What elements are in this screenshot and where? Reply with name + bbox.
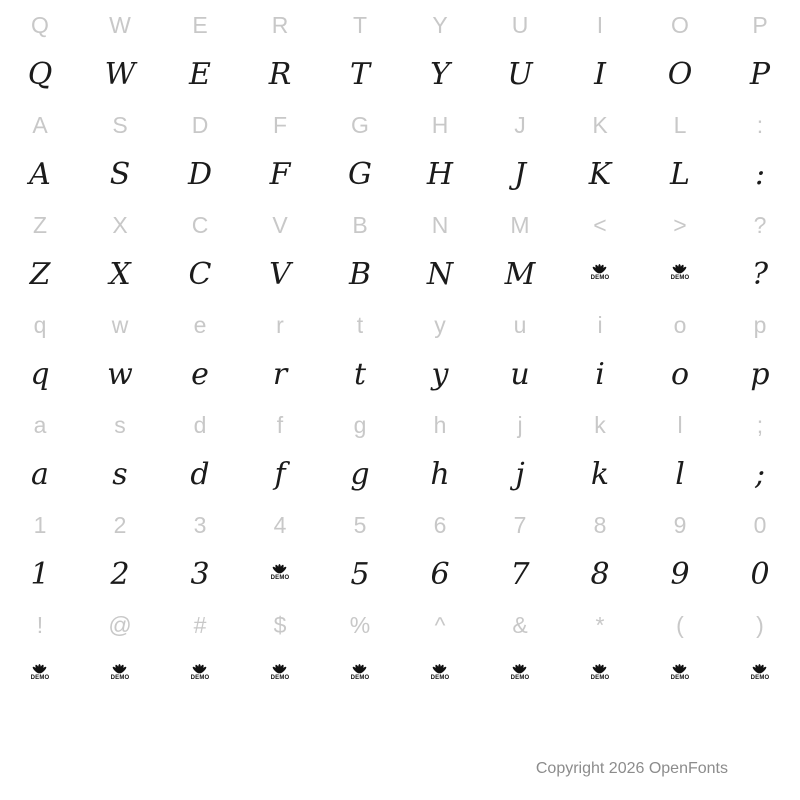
glyph-cell: g (350, 457, 370, 492)
glyph-cell: q (30, 357, 50, 392)
demo-watermark-glyph (160, 650, 240, 700)
key-label-cell: D (191, 111, 209, 138)
glyph-cell: E (189, 57, 211, 92)
demo-watermark-glyph (560, 250, 640, 300)
key-label-cell: I (596, 11, 604, 38)
key-label-cell: J (514, 111, 526, 138)
key-label-cell: ? (753, 211, 767, 238)
key-label-cell: d (193, 411, 207, 438)
key-label-cell: f (276, 411, 284, 438)
glyph-cell: w (107, 357, 133, 392)
glyph-cell: V (269, 257, 291, 292)
glyph-cell: J (513, 157, 527, 192)
key-label-cell: V (272, 211, 288, 238)
glyph-cell: 5 (350, 557, 370, 592)
demo-watermark-glyph (640, 650, 720, 700)
glyph-cell: u (510, 357, 530, 392)
key-label-cell: s (114, 411, 126, 438)
key-label-cell: N (431, 211, 449, 238)
key-label-cell: @ (108, 611, 132, 638)
glyph-cell: s (112, 457, 128, 492)
demo-watermark-glyph (240, 650, 320, 700)
flower-petals (587, 662, 613, 676)
flower-petals (27, 662, 53, 676)
key-label-cell: w (111, 311, 129, 338)
flower-petals (187, 662, 213, 676)
glyph-cell: G (348, 157, 372, 192)
key-label-cell: R (271, 11, 289, 38)
key-label-cell: L (673, 111, 687, 138)
demo-label: DEMO (670, 275, 690, 281)
key-label-cell: 2 (113, 511, 127, 538)
glyph-cell: U (507, 57, 533, 92)
demo-label: DEMO (30, 675, 50, 681)
flower-icon (667, 262, 693, 288)
glyph-cell: 8 (590, 557, 610, 592)
key-label-cell: 4 (273, 511, 287, 538)
flower-petals (267, 562, 293, 576)
glyph-cell: 7 (510, 557, 530, 592)
glyph-cell: l (675, 457, 685, 492)
key-label-cell: r (276, 311, 284, 338)
glyph-cell: 2 (110, 557, 130, 592)
key-label-cell: O (671, 11, 689, 38)
flower-icon (267, 562, 293, 588)
flower-icon (667, 662, 693, 688)
key-label-cell: 3 (193, 511, 207, 538)
glyph-cell: e (191, 357, 209, 392)
flower-petals (267, 662, 293, 676)
flower-petals (427, 662, 453, 676)
key-label-cell: $ (273, 611, 287, 638)
glyph-cell: M (504, 257, 536, 292)
key-label-cell: o (673, 311, 687, 338)
key-label-cell: X (112, 211, 128, 238)
key-label-cell: M (510, 211, 530, 238)
glyph-cell: d (190, 457, 210, 492)
copyright-notice: Copyright 2026 OpenFonts (535, 760, 728, 777)
demo-label: DEMO (750, 675, 770, 681)
glyph-cell: D (187, 157, 213, 192)
glyph-cell: r (272, 357, 288, 392)
glyph-cell: B (348, 257, 372, 292)
key-label-cell: ; (756, 411, 764, 438)
glyph-cell: y (431, 357, 449, 392)
glyph-cell: X (109, 257, 131, 292)
key-label-cell: 6 (433, 511, 447, 538)
flower-icon (27, 662, 53, 688)
key-label-cell: Z (32, 211, 48, 238)
glyph-cell: L (670, 157, 690, 192)
glyph-cell: o (670, 357, 690, 392)
key-label-cell: F (272, 111, 288, 138)
glyph-cell: 3 (190, 557, 210, 592)
key-label-cell: W (109, 11, 131, 38)
demo-watermark-glyph (480, 650, 560, 700)
glyph-cell: R (268, 57, 292, 92)
flower-icon (587, 662, 613, 688)
key-label-cell: S (112, 111, 128, 138)
demo-watermark-glyph (560, 650, 640, 700)
demo-watermark-glyph (80, 650, 160, 700)
demo-label: DEMO (190, 675, 210, 681)
demo-label: DEMO (430, 675, 450, 681)
key-label-cell: > (673, 211, 687, 238)
glyph-cell: j (515, 457, 525, 492)
flower-icon (587, 262, 613, 288)
key-label-cell: 1 (33, 511, 47, 538)
glyph-cell: A (29, 157, 51, 192)
flower-petals (667, 662, 693, 676)
key-label-cell: # (193, 611, 207, 638)
flower-petals (107, 662, 133, 676)
glyph-cell: O (667, 57, 693, 92)
key-label-cell: < (593, 211, 607, 238)
key-label-cell: E (192, 11, 208, 38)
key-label-cell: u (513, 311, 527, 338)
key-label-cell: H (431, 111, 449, 138)
glyph-cell: F (269, 157, 291, 192)
glyph-cell: k (590, 457, 610, 492)
key-label-cell: P (752, 11, 768, 38)
flower-icon (347, 662, 373, 688)
key-label-cell: ^ (434, 611, 446, 638)
key-label-cell: Y (432, 11, 448, 38)
key-label-cell: t (356, 311, 364, 338)
key-label-cell: & (512, 611, 528, 638)
glyph-cell: W (104, 57, 136, 92)
glyph-cell: Q (27, 57, 53, 92)
demo-label: DEMO (110, 675, 130, 681)
key-label-cell: B (352, 211, 368, 238)
glyph-cell: S (109, 157, 131, 192)
flower-petals (347, 662, 373, 676)
key-label-cell: ( (676, 611, 684, 638)
demo-watermark-glyph (720, 650, 800, 700)
demo-watermark-glyph (320, 650, 400, 700)
key-label-cell: j (517, 411, 523, 438)
key-label-cell: : (756, 111, 764, 138)
key-label-cell: U (511, 11, 529, 38)
glyph-cell: T (349, 57, 370, 92)
demo-watermark-glyph (640, 250, 720, 300)
demo-label: DEMO (350, 675, 370, 681)
key-label-cell: T (352, 11, 368, 38)
key-label-cell: C (191, 211, 209, 238)
key-label-cell: e (193, 311, 207, 338)
flower-icon (187, 662, 213, 688)
glyph-cell: K (588, 157, 612, 192)
key-label-cell: 8 (593, 511, 607, 538)
key-label-cell: 0 (753, 511, 767, 538)
key-label-cell: G (351, 111, 369, 138)
key-label-cell: A (32, 111, 48, 138)
footer (0, 748, 800, 800)
glyph-cell: I (594, 57, 606, 92)
glyph-cell: h (430, 457, 450, 492)
key-label-cell: y (434, 311, 446, 338)
demo-label: DEMO (270, 675, 290, 681)
flower-icon (267, 662, 293, 688)
glyph-cell: P (749, 57, 771, 92)
demo-label: DEMO (510, 675, 530, 681)
key-label-cell: K (592, 111, 608, 138)
glyph-cell: 0 (750, 557, 770, 592)
glyph-cell: 6 (430, 557, 450, 592)
flower-petals (587, 262, 613, 276)
glyph-cell: Z (29, 257, 51, 292)
key-label-cell: l (677, 411, 683, 438)
demo-watermark-glyph (0, 650, 80, 700)
flower-petals (747, 662, 773, 676)
key-label-cell: h (433, 411, 447, 438)
flower-icon (107, 662, 133, 688)
flower-icon (427, 662, 453, 688)
key-label-cell: a (33, 411, 47, 438)
glyph-cell: t (353, 357, 367, 392)
glyph-cell: : (754, 157, 766, 192)
key-label-cell: ) (756, 611, 764, 638)
demo-label: DEMO (670, 675, 690, 681)
key-label-cell: k (594, 411, 606, 438)
glyph-cell: a (31, 457, 49, 492)
glyph-cell: ; (754, 457, 766, 492)
demo-watermark-glyph (400, 650, 480, 700)
glyph-cell: f (274, 457, 286, 492)
glyph-cell: 9 (670, 557, 690, 592)
key-label-cell: q (33, 311, 47, 338)
flower-petals (667, 262, 693, 276)
key-label-cell: Q (31, 11, 49, 38)
demo-watermark-glyph (240, 550, 320, 600)
glyph-cell: H (426, 157, 454, 192)
key-label-cell: i (597, 311, 603, 338)
demo-label: DEMO (590, 675, 610, 681)
demo-label: DEMO (270, 575, 290, 581)
key-label-cell: % (349, 611, 371, 638)
glyph-cell: N (426, 257, 454, 292)
glyph-cell: i (595, 357, 605, 392)
demo-label: DEMO (590, 275, 610, 281)
glyph-cell: Y (430, 57, 450, 92)
key-label-cell: 7 (513, 511, 527, 538)
glyph-cell: C (188, 257, 212, 292)
key-label-cell: g (353, 411, 367, 438)
key-label-cell: 9 (673, 511, 687, 538)
glyph-cell: p (750, 357, 770, 392)
glyph-cell: ? (751, 257, 769, 292)
key-label-cell: ! (36, 611, 44, 638)
flower-icon (747, 662, 773, 688)
key-label-cell: 5 (353, 511, 367, 538)
flower-icon (507, 662, 533, 688)
flower-petals (507, 662, 533, 676)
glyph-cell: 1 (30, 557, 50, 592)
key-label-cell: * (595, 611, 605, 638)
key-label-cell: p (753, 311, 767, 338)
